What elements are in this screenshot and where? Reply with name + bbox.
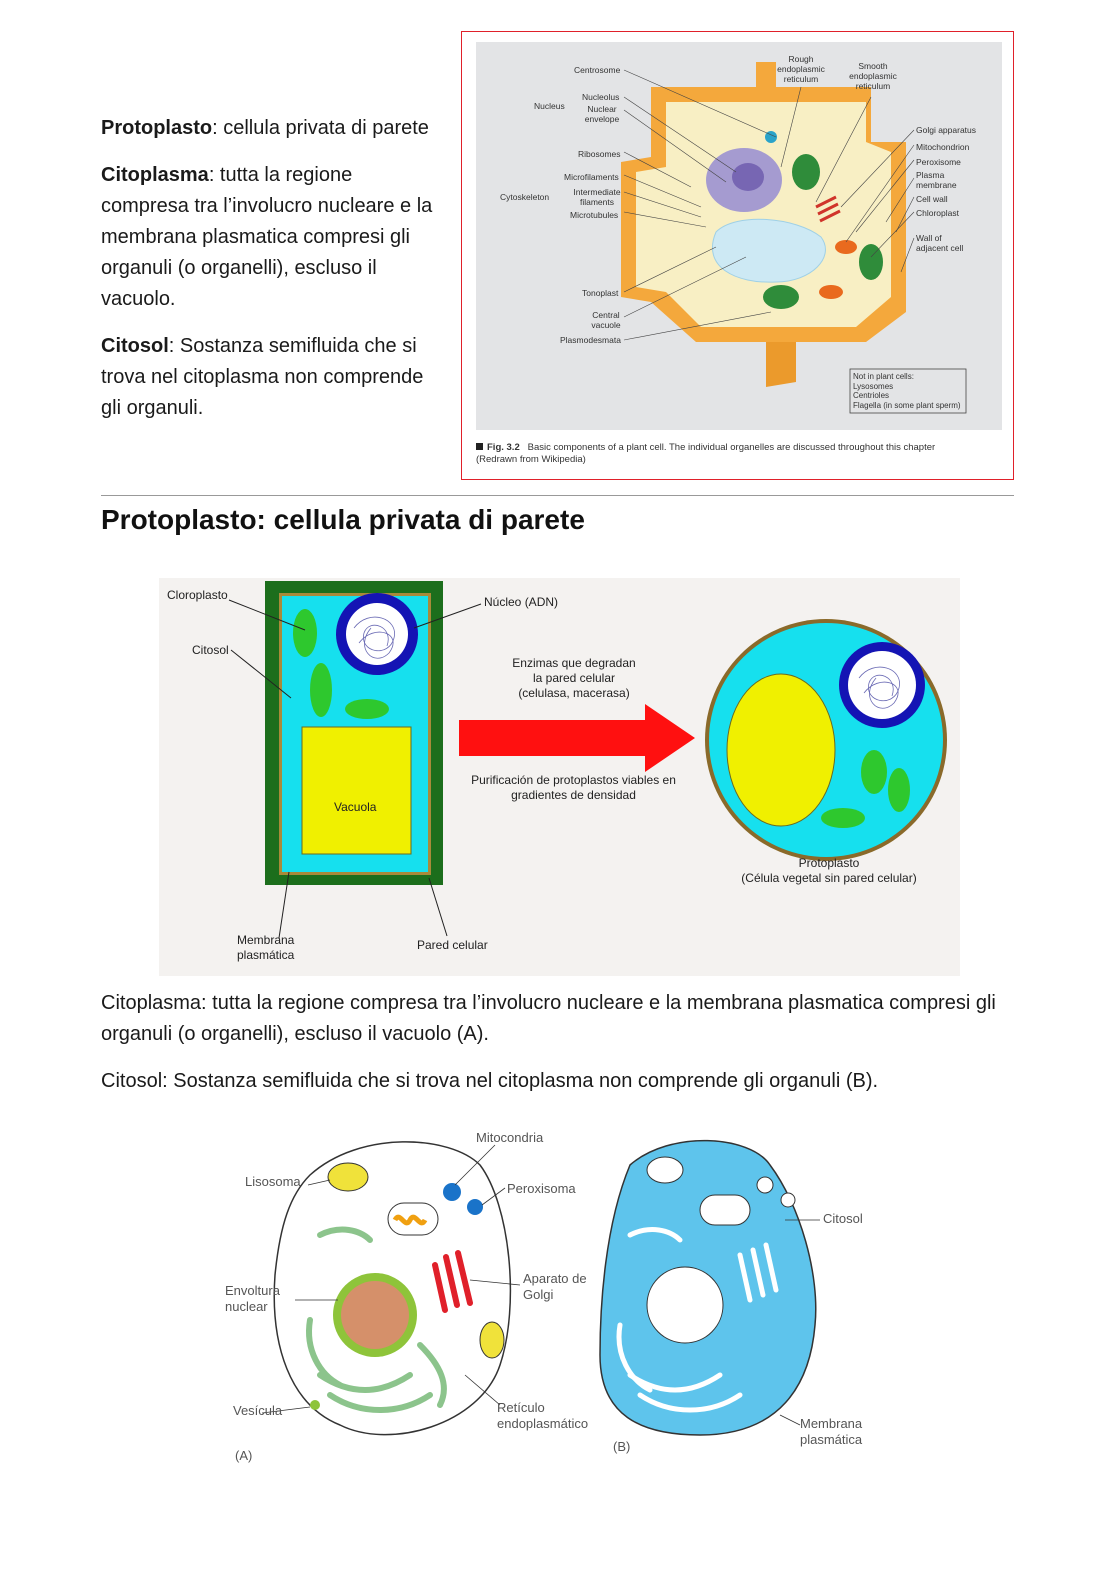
- label-envoltura: Envoltura nuclear: [225, 1283, 280, 1314]
- label-mitocondria: Mitocondria: [476, 1130, 544, 1145]
- label-nucleus: Nucleus: [534, 101, 565, 111]
- label-citosol: Citosol: [192, 643, 229, 657]
- label-rough-er: Rough endoplasmic reticulum: [777, 54, 825, 84]
- label-nucleo: Núcleo (ADN): [484, 595, 559, 609]
- label-b: (B): [613, 1439, 631, 1454]
- label-aparato: Aparato de Golgi: [523, 1271, 587, 1302]
- section-divider: [101, 495, 1014, 496]
- label-cell-wall: Cell wall: [916, 194, 948, 204]
- label-lisosoma: Lisosoma: [245, 1174, 301, 1189]
- label-membrana: Membrana plasmática: [237, 933, 295, 962]
- section-heading: Protoplasto: cellula privata di parete: [101, 504, 585, 535]
- label-vacuola: Vacuola: [334, 800, 377, 814]
- label-membrana-b: Membrana plasmática: [800, 1416, 863, 1447]
- definition-citoplasma: Citoplasma: tutta la regione compresa tra l’involucro nucleare e la membrana plasmatica compresi gli organuli (o organelli), escluso il vacuolo.: [101, 164, 433, 310]
- label-vesicula: Vesícula: [233, 1403, 283, 1418]
- definition-protoplasto: Protoplasto: cellula privata di parete: [101, 117, 429, 139]
- label-plasma-membrane: Plasma membrane: [916, 170, 957, 190]
- label-golgi: Golgi apparatus: [916, 125, 977, 135]
- label-reticulo: Retículo endoplasmático: [497, 1400, 589, 1431]
- label-a: (A): [235, 1448, 253, 1463]
- label-mitochondrion: Mitochondrion: [916, 142, 970, 152]
- label-nucleolus: Nucleolus: [582, 92, 620, 102]
- definitions-block: [101, 113, 441, 440]
- label-cloroplasto: Cloroplasto: [167, 588, 228, 602]
- label-enzimas: Enzimas que degradan la pared celular (celulasa, macerasa): [512, 656, 636, 700]
- not-in-plant-cells-box: Not in plant cells: Lysosomes Centrioles Flagella (in some plant sperm): [853, 372, 961, 410]
- label-ribosomes: Ribosomes: [578, 149, 621, 159]
- protoplast-diagram: [159, 578, 960, 976]
- label-protoplasto: Protoplasto (Célula vegetal sin pared celular): [741, 856, 917, 885]
- label-plasmodesmata: Plasmodesmata: [560, 335, 621, 345]
- label-peroxisoma: Peroxisoma: [507, 1181, 576, 1196]
- label-nuclear-envelope: Nuclear envelope: [584, 104, 620, 124]
- label-chloroplast: Chloroplast: [916, 208, 959, 218]
- label-central-vacuole: Central vacuole: [591, 310, 621, 330]
- cells-ab-figure: [220, 1125, 880, 1475]
- label-wall-adjacent: Wall of adjacent cell: [916, 233, 964, 253]
- paragraph-citoplasma: Citoplasma: tutta la regione compresa tra l’involucro nucleare e la membrana plasmatica compresi gli organuli (o organelli), escluso il vacuolo (A).: [101, 992, 996, 1045]
- label-cytoskeleton: Cytoskeleton: [500, 192, 550, 202]
- label-pared: Pared celular: [417, 938, 488, 952]
- label-citosol-b: Citosol: [823, 1211, 863, 1226]
- figure-caption: Fig. 3.2 Basic components of a plant cell. The individual organelles are discussed throughout this chapter (Redrawn from Wikipedia): [476, 442, 936, 465]
- label-microfilaments: Microfilaments: [564, 172, 619, 182]
- label-purificacion: Purificación de protoplastos viables en gradientes de densidad: [471, 773, 676, 802]
- label-tonoplast: Tonoplast: [582, 288, 619, 298]
- label-microtubules: Microtubules: [570, 210, 619, 220]
- plant-cell-illustration: [476, 42, 1002, 430]
- caption-square-icon: [476, 443, 483, 450]
- definition-citosol: Citosol: Sostanza semifluida che si trova nel citoplasma non comprende gli organuli.: [101, 335, 424, 419]
- label-peroxisome: Peroxisome: [916, 157, 961, 167]
- paragraph-citosol: Citosol: Sostanza semifluida che si trova nel citoplasma non comprende gli organuli (B).: [101, 1070, 879, 1092]
- label-centrosome: Centrosome: [574, 65, 621, 75]
- label-intermediate-filaments: Intermediate filaments: [573, 187, 621, 207]
- plant-cell-figure: [461, 31, 1014, 480]
- label-smooth-er: Smooth endoplasmic reticulum: [849, 61, 897, 91]
